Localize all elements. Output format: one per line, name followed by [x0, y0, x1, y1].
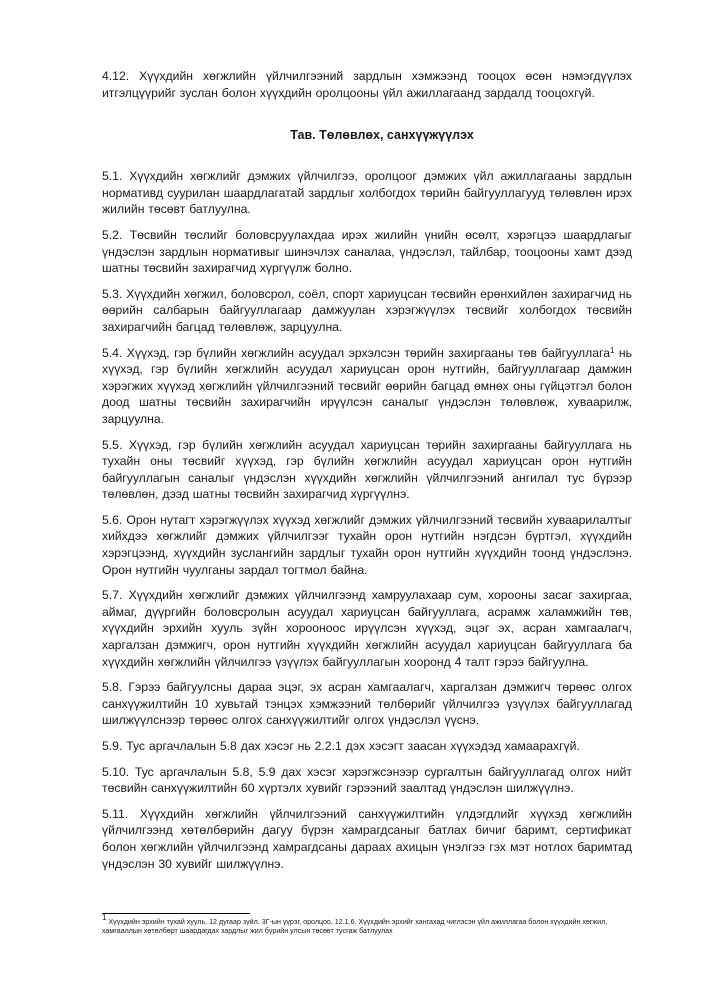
paragraph-5-9: 5.9. Тус аргачлалын 5.8 дах хэсэг нь 2.2.1 дэх хэсэгт заасан хүүхэдэд хамаарахгүй.	[102, 739, 580, 753]
footnote	[102, 913, 632, 937]
paragraph-4-12: 4.12. Хүүхдийн хөгжлийн үйлчилгээний зардлын хэмжээнд тооцох өсөн нэмэгдүүлэх итгэлцүүрийг зуслан болон хүүхдийн оролцооны үйл ажиллагаанд зардалд тооцохгүй.	[102, 69, 632, 100]
paragraph-5-8: 5.8. Гэрээ байгуулсны дараа эцэг, эх асран хамгаалагч, харгалзан дэмжигч төрөөс олгох санхүүжилтийн 10 хувьтай тэнцэх хэмжээний төлбөрийг үйлчилгээ үзүүлэх байгууллагад шилжүүлснээр төрөөс олгох санхүүжилтийг олгох үндэслэл үүснэ.	[102, 680, 632, 728]
paragraph-5-1: 5.1. Хүүхдийн хөгжлийг дэмжих үйлчилгээ, оролцоог дэмжих үйл ажиллагааны зардлын нормативд суурилан шаардлагатай зардлыг холбогдох төрийн байгууллагууд төлөвлөн ирэх жилийн төсөвт батлуулна.	[102, 169, 632, 217]
paragraph-5-5: 5.5. Хүүхэд, гэр бүлийн хөгжлийн асуудал хариуцсан төрийн захиргааны байгууллага нь тухайн оны төсвийг хүүхэд, гэр бүлийн хөгжлийн асуудал хариуцсан орон нутгийн байгууллагын саналыг үндэслэн хүүхдийн хөгжлийн үйлчилгээний ангилал тус бүрээр төлөвлөн, дээд шатны төсвийн захирагчид хүргүүлнэ.	[102, 437, 632, 502]
paragraph-5-11: 5.11. Хүүхдийн хөгжлийн үйлчилгээний санхүүжилтийн үлдэгдлийг хүүхэд хөгжлийн үйлчилгээнд хөтөлбөрийн дагуу бүрэн хамрагдсаныг батлах бичиг баримт, сертификат болон хөгжлийн үйлчилгээнд хамрагдсаны дараах ахицын үнэлгээ гэх мэт нотлох баримтад үндэслэн 30 хувийг шилжүүлнэ.	[102, 806, 632, 871]
page-content	[102, 68, 632, 872]
paragraph-5-4-part-b: нь хүүхэд, гэр бүлийн хөгжлийн асуудал хариуцсан орон нутгийн, байгууллагаар дамжин хэрэгжих хүүхэд хөгжлийн үйлчилгээний төсвийг өөрийн багцад өмнөх оны гүйцэтгэл болон доод шатны төсвийн захирагчийн ирүүлсэн саналыг үндэслэн төлөвлөж, хуваарилж, зарцуулна.	[102, 345, 633, 426]
paragraph-5-10: 5.10. Тус аргачлалын 5.8, 5.9 дах хэсэг хэрэгжсэнээр сургалтын байгууллагад олгох нийт төсвийн санхүүжилтийн 60 хүртэлх хувийг гэрээний заалтад үндэслэн шилжүүлнэ.	[102, 764, 632, 796]
footnote-marker: 1	[102, 913, 107, 922]
paragraph-5-2: 5.2. Төсвийн төслийг боловсруулахдаа ирэх жилийн үнийн өсөлт, хэрэгцээ шаардлагыг үндэслэн зардлын нормативыг шинэчлэх саналаа, үндэслэл, тайлбар, тооцооны хамт дээд шатны төсвийн захирагчид хүргүүлж болно.	[102, 227, 632, 276]
footnote-text: Хүүхдийн эрхийн тухай хууль, 12 дугаар зүйл. 3Г-ын үүрэг, оролцоо, 12.1.6. Хүүхдийн эрхийг хангахад чиглэсэн үйл ажиллагаа болон хүүхдийн хөгжил, хамгааллын хөтөлбөрт шаардагдах зардлыг жил бүрийн улсын төсөвт тусгаж батлуулах	[102, 918, 608, 936]
footnote-reference: 1	[609, 345, 615, 355]
paragraph-5-4	[102, 345, 632, 428]
paragraph-5-3: 5.3. Хүүхдийн хөгжил, боловсрол, соёл, спорт хариуцсан төсвийн ерөнхийлөн захирагчид нь өөрийн салбарын байгууллагаар дамжуулан хэрэгжүүлэх төсвийг холбогдох төсвийн захирагчийн багцад төлөвлөж, зарцуулна.	[102, 286, 632, 334]
footnote-separator	[102, 913, 250, 914]
paragraph-5-6: 5.6. Орон нутагт хэрэгжүүлэх хүүхэд хөгжлийг дэмжих үйлчилгээний төсвийн хуваарилалтыг хийхдээ хөгжлийг дэмжих үйлчилгээг тухайн орон нутгийн нэгдсэн бүртгэл, хүүхдийн хэрэгцээнд, хүүхдийн зуслангийн зардлыг тухайн орон нутгийн хүүхдийн тоонд үндэслэнэ. Орон нутгийн чуулганы зардал тогтмол байна.	[102, 512, 632, 577]
paragraph-5-4-part-a: 5.4. Хүүхэд, гэр бүлийн хөгжлийн асуудал эрхэлсэн төрийн захиргааны төв байгууллага	[102, 345, 610, 360]
section-heading: Тав. Төлөвлөх, санхүүжүүлэх	[290, 128, 474, 143]
paragraph-5-7: 5.7. Хүүхдийн хөгжлийг дэмжих үйлчилгээнд хамруулахаар сум, хорооны засаг захиргаа, аймаг, дүүргийн боловсролын асуудал хариуцсан байгууллага, асрамж халамжийн төв, хүүхдийн эрхийн хууль зүйн хороонооc ирүүлсэн хүүхэд, эцэг эх, асран хамгаалагч, харгалзан дэмжигч, орон нутгийн хүүхдийн хөгжлийн асуудал хариуцсан байгууллага ба хүүхдийн хөгжлийн үйлчилгээ үзүүлэх байгууллагын хооронд 4 талт гэрээ байгуулна.	[102, 588, 632, 669]
